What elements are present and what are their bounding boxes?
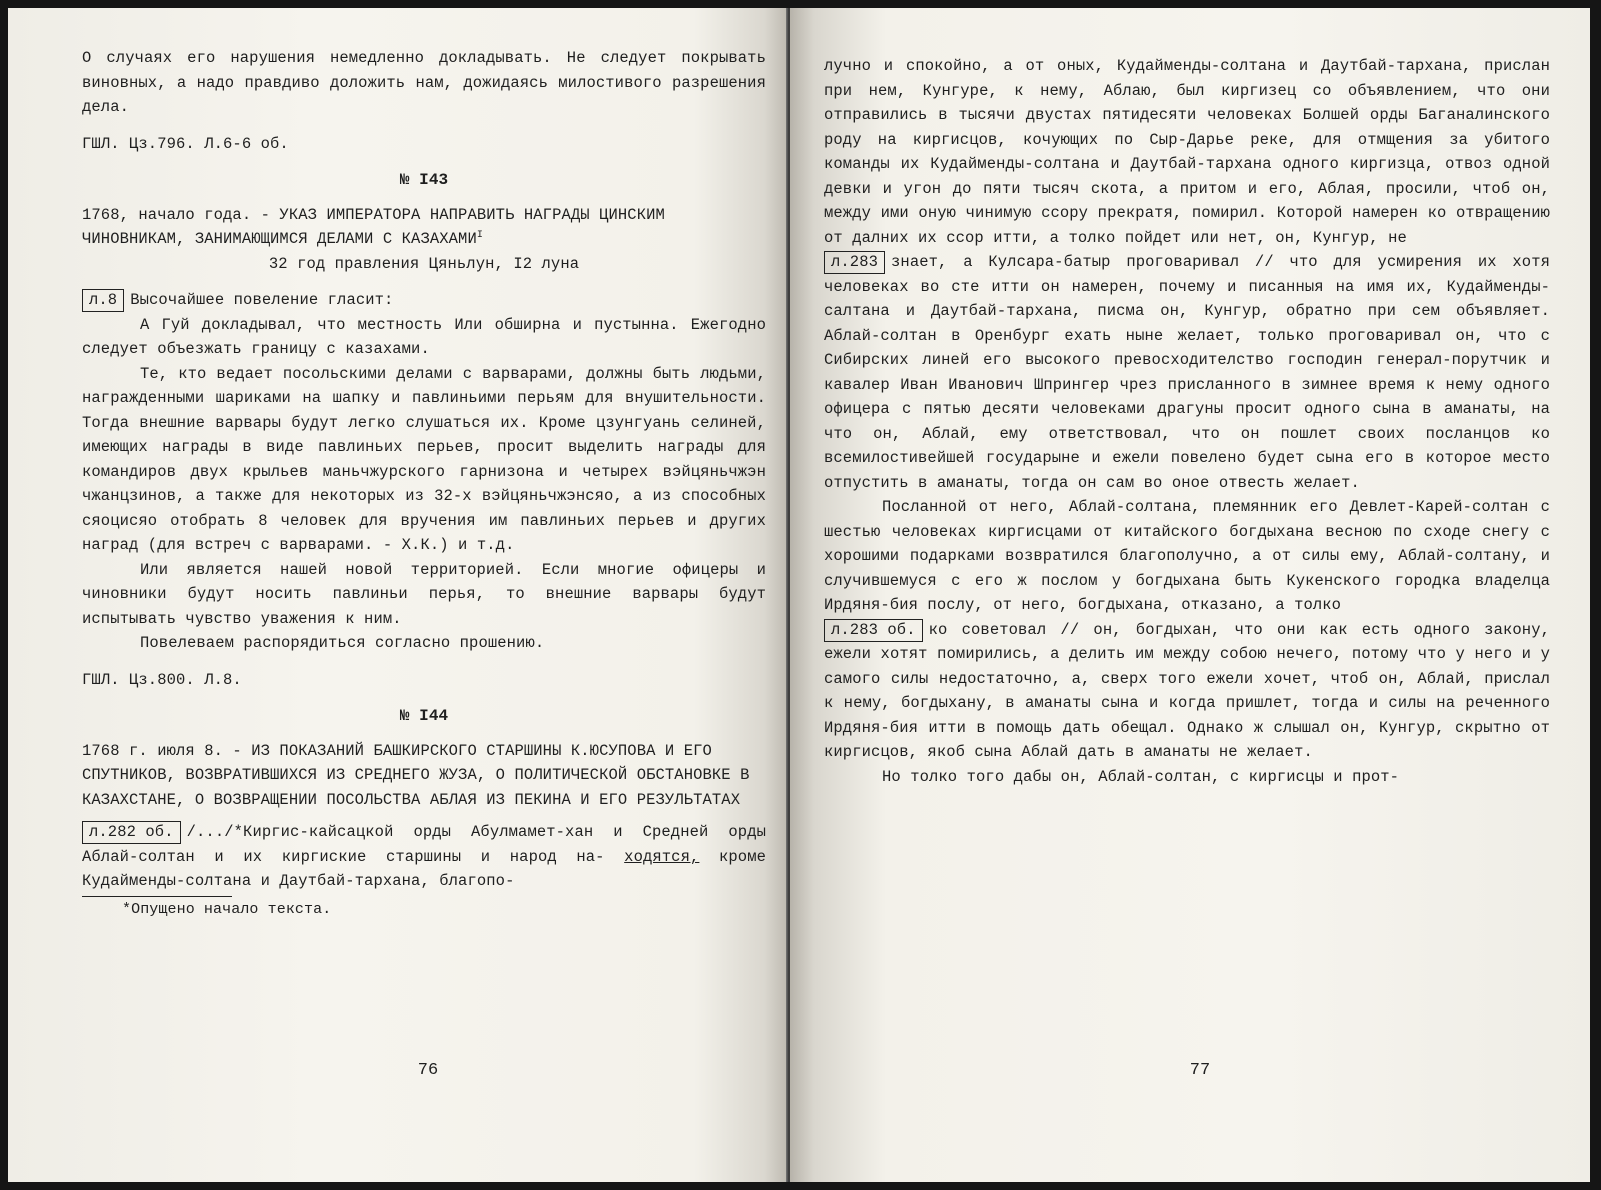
footnote-divider (82, 896, 232, 897)
paragraph-text: кроме Кудайменды-солтана и Даутбай-тархана, благопо- (82, 847, 766, 890)
sheet-reference-box: л.283 об. (824, 619, 923, 642)
document-heading: 1768 г. июля 8. - ИЗ ПОКАЗАНИЙ БАШКИРСКОГО СТАРШИНЫ К.ЮСУПОВА И ЕГО СПУТНИКОВ, ВОЗВРАТИВШИХСЯ ИЗ СРЕДНЕГО ЖУЗА, О ПОЛИТИЧЕСКОЙ ОБСТАНОВКЕ В КАЗАХСТАНЕ, О ВОЗВРАЩЕНИИ ПОСОЛЬСТВА АБЛАЯ ИЗ ПЕКИНА И ЕГО РЕЗУЛЬТАТАХ (82, 741, 750, 809)
spacer (82, 812, 766, 820)
sheet-reference-box: л.282 об. (82, 821, 181, 844)
paragraph: Или является нашей новой территорией. Если многие офицеры и чиновники будут носить павлиньи перья, то внешние варвары будут испытывать чувство уважения к ним. (82, 560, 766, 628)
sheet-reference-box: л.283 (824, 251, 885, 274)
document-heading (82, 203, 766, 252)
paragraph (82, 288, 766, 313)
underlined-text: ходятся, (624, 847, 700, 866)
footnote-mark: I (476, 229, 483, 241)
document-number: № I43 (399, 171, 449, 189)
paragraph: Посланной от него, Аблай-солтана, племянник его Девлет-Карей-солтан с шестью человеках киргисцами от китайского богдыхана весною по сходе снегу с хорошими подарками возвратился благополучно, а от силы ему, Аблай-солтану, и случившемуся с его ж послом у богдыхана быть Кукенского городка владелца Ирдяня-бия послу, от него, богдыхана, отказано, а толко (824, 498, 1550, 614)
page-number: 76 (417, 1061, 439, 1080)
page-number: 77 (1189, 1061, 1211, 1080)
paragraph: лучно и спокойно, а от оных, Кудайменды-солтана и Даутбай-тархана, прислан при нем, Кунгуре, к нему, Аблаю, был киргизец со объявлением, что они отправились в тысячи двустах пятидесяти человеках Болшей орды Баганалинского роду на киргисцов, кочующих по Сыр-Дарье реке, для отмщения за убитого команды их Кудайменды-солтана и Даутбай-тархана одного киргизца, отвоз одной девки и угон до пяти тысяч скота, а притом и его, Аблая, просили, чтоб он, между ими оную чинимую ссору прекратя, помирил. Которой намерен ко отвращению от далних их ссор итти, а толко пойдет или нет, он, Кунгур, не (824, 57, 1550, 247)
archive-source: ГШЛ. Цз.800. Л.8. (82, 670, 242, 689)
omission-mark: /.../* (186, 823, 244, 841)
paragraph (824, 250, 1550, 495)
right-page (790, 8, 1590, 1182)
paragraph (824, 618, 1550, 765)
paragraph (82, 820, 766, 894)
sheet-reference-box: л.8 (82, 289, 124, 312)
heading-text: 1768, начало года. - УКАЗ ИМПЕРАТОРА НАПРАВИТЬ НАГРАДЫ ЦИНСКИМ ЧИНОВНИКАМ, ЗАНИМАЮЩИМСЯ ДЕЛАМИ С КАЗАХАМИ (82, 205, 665, 248)
paragraph: А Гуй докладывал, что местность Или обширна и пустынна. Ежегодно следует объезжать границу с казахами. (82, 315, 766, 358)
paragraph: Те, кто ведает посольскими делами с варварами, должны быть людьми, награжденными шариками на шапку и павлиньими перьям для внушительности. Тогда внешние варвары будут легко слушаться их. Кроме цзунгуань селиней, имеющих награды в виде павлиньих перьев, просит выделить награды для командиров двух крыльев маньчжурского гарнизона и четырех вэйцяньчжэн чжанцзинов, а также для некоторых из 32-х вэйцяньчжэнсяо, а из способных сяоцисяо отобрать 8 человек для вручения им павлиньих перьев и других наград (для встреч с варварами. - Х.К.) и т.д. (82, 364, 766, 554)
paragraph-text: Киргис-кайсацкой орды Абулмамет-хан и Средней орды Аблай-солтан и их киргиские старшины и народ на- (82, 823, 766, 866)
document-number: № I44 (399, 707, 449, 725)
paragraph-text: Высочайшее повеление гласит: (130, 291, 394, 309)
left-page (8, 8, 788, 1182)
paragraph-text: ко советовал // он, богдыхан, что они как есть одного закону, ежели хотят помирились, а делить им между собою нечего, потому что у него и у самого силы недостаточно, а, сверх того ежели хочет, чтоб он, Аблай, прислал к нему, богдыхану, в аманаты сына и когда пришлет, тогда и силы на реченного Ирдяня-бия итти в помощь дать обещал. Однако ж слышал он, Кунгур, скрытно от киргисцов, якоб сына Аблай дать в аманаты не желает. (824, 620, 1550, 761)
document-date-subtitle: 32 год правления Цяньлун, I2 луна (268, 254, 580, 273)
footnote: *Опущено начало текста. (122, 900, 332, 918)
archive-source: ГШЛ. Цз.796. Л.6-6 об. (82, 134, 289, 153)
paragraph: О случаях его нарушения немедленно докладывать. Не следует покрывать виновных, а надо правдиво доложить нам, дожидаясь милостивого разрешения дела. (82, 49, 766, 116)
paragraph: Но толко того дабы он, Аблай-солтан, с киргисцы и прот- (882, 767, 1400, 786)
paragraph: Повелеваем распорядиться согласно прошению. (140, 634, 545, 652)
paragraph-text: знает, а Кулсара-батыр проговаривал // что для усмирения их хотя человеках во сте итти он намерен, почему и писанныя на имя их, Кудайменды-салтана и Даутбай-тархана, писма он, Кунгур, обратно при сем объявляет. Аблай-солтан в Оренбург ехать ныне желает, только проговаривал он, что с Сибирских линей его высокого превосходителство господин генерал-порутчик и кавалер Иван Иванович Шпрингер чрез присланного в зимнее время к нему одного офицера с пятью десяти человеками драгуны просит одного сына в аманаты, на что он, Аблай, ему ответствовал, что он пошлет своих посланцов ко всемилостивейшей государыне и ежели повелено будет сына его в которое место отпустить в аманаты, тогда он сам во оное отвесть желает. (824, 253, 1550, 492)
